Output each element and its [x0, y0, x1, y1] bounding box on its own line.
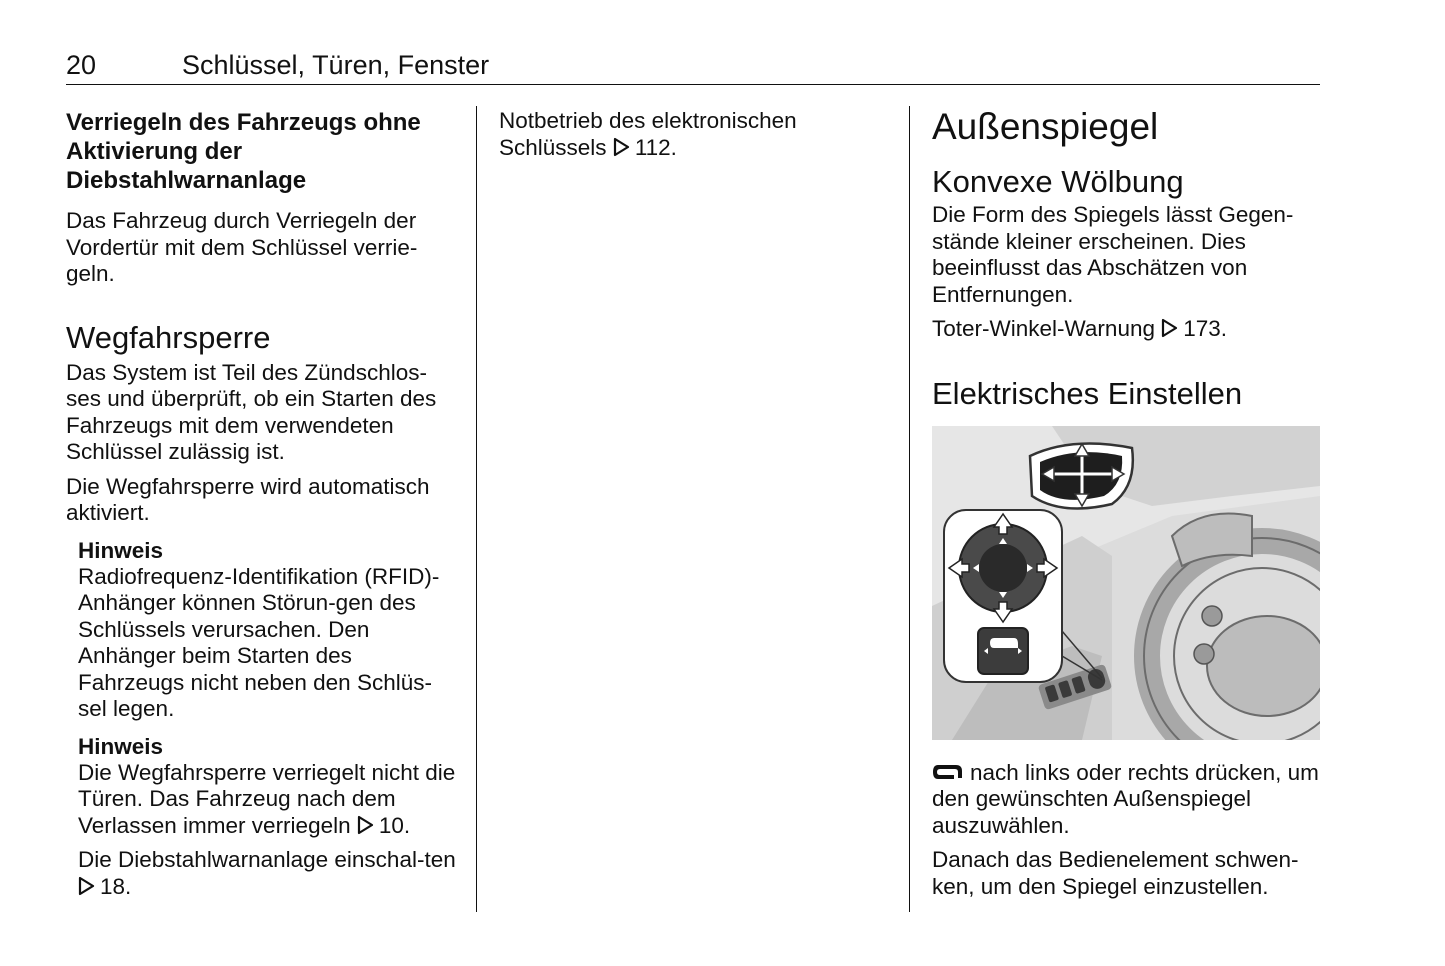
- page-reference[interactable]: 10.: [378, 812, 411, 838]
- paragraph-body: nach links oder rechts drücken, um den gewünschten Außenspiegel auszuwählen.: [932, 759, 1319, 838]
- column-divider: [476, 106, 477, 912]
- paragraph-body: Notbetrieb des elektronischen Schlüssels: [499, 108, 797, 160]
- column-1: [66, 108, 461, 900]
- note-text: Radiofrequenz-Identifikation (RFID)-Anhänger können Störun-gen des Schlüssels verursachen. Den Anhänger beim Starten des Fahrzeugs nicht neben den Schlüs-sel legen.: [78, 563, 440, 721]
- paragraph: [932, 760, 1322, 840]
- column-3: [932, 108, 1322, 900]
- paragraph-body: Toter-Winkel-Warnung: [932, 316, 1155, 341]
- page-reference[interactable]: 112.: [634, 134, 677, 160]
- page-reference[interactable]: 173.: [1183, 316, 1228, 341]
- paragraph: [932, 316, 1322, 343]
- paragraph: [499, 108, 829, 161]
- column-2: [499, 108, 889, 161]
- page-reference-arrow-icon: [78, 876, 96, 896]
- paragraph: Die Wegfahrsperre wird automatisch aktiviert.: [66, 473, 430, 525]
- page-reference[interactable]: 18.: [100, 873, 132, 899]
- paragraph: Die Form des Spiegels lässt Gegen-stände kleiner erscheinen. Dies beeinflusst das Abschätzen von Entfernungen.: [932, 202, 1294, 307]
- note-block: [66, 734, 461, 901]
- mirror-selector-icon: [932, 762, 964, 782]
- page-header: [66, 50, 1320, 85]
- illustration-drawing: [932, 426, 1320, 740]
- paragraph: Danach das Bedienelement schwen-ken, um den Spiegel einzustellen.: [932, 847, 1299, 899]
- page-reference-arrow-icon: [357, 815, 375, 835]
- page-reference-arrow-icon: [1161, 318, 1179, 338]
- note-text: [78, 760, 458, 840]
- note-title: Hinweis: [78, 537, 164, 563]
- note-paragraph: [78, 847, 458, 900]
- subsection-title-convex: Konvexe Wölbung: [932, 164, 1184, 199]
- subsection-title-electric: Elektrisches Einstellen: [932, 375, 1243, 411]
- paragraph: Das Fahrzeug durch Verriegeln der Vordertür mit dem Schlüssel verrie-geln.: [66, 208, 418, 286]
- mirror-control-illustration: [932, 426, 1320, 740]
- paragraph: Das System ist Teil des Zündschlos-ses und überprüft, ob ein Starten des Fahrzeugs mit dem verwendeten Schlüssel zulässig ist.: [66, 359, 437, 464]
- column-divider: [909, 106, 910, 912]
- section-heading-lock: Verriegeln des Fahrzeugs ohne Aktivierung der Diebstahlwarnanlage: [66, 109, 421, 194]
- page-reference-arrow-icon: [613, 137, 631, 157]
- page-number: 20: [66, 50, 97, 80]
- note-text-body: Die Wegfahrsperre verriegelt nicht die Türen. Das Fahrzeug nach dem Verlassen immer verriegeln: [78, 759, 456, 838]
- section-title-immobilizer: Wegfahrsperre: [66, 319, 271, 355]
- note-paragraph-body: Die Diebstahlwarnanlage einschal-ten: [78, 847, 456, 872]
- section-title-mirrors: Außenspiegel: [932, 106, 1159, 147]
- note-block: [66, 538, 461, 723]
- note-title: Hinweis: [78, 733, 164, 759]
- page-title: Schlüssel, Türen, Fenster: [182, 50, 490, 80]
